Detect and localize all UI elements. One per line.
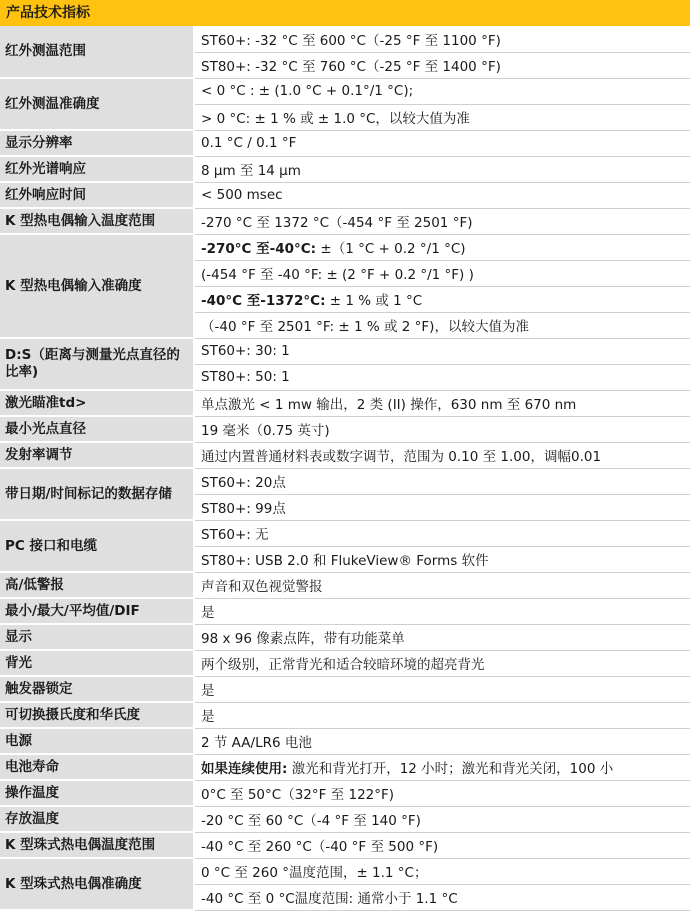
spec-value-text: < 500 msec xyxy=(201,187,283,203)
spec-label: 存放温度 xyxy=(0,806,194,832)
spec-value xyxy=(194,780,690,806)
spec-label: 红外测温准确度 xyxy=(0,78,194,130)
spec-value-text: ST80+: -32 °C 至 760 °C（-25 °F 至 1400 °F) xyxy=(201,59,501,75)
spec-label: 触发器锁定 xyxy=(0,676,194,702)
spec-label: 红外测温范围 xyxy=(0,26,194,78)
spec-value xyxy=(194,78,690,104)
spec-value xyxy=(194,702,690,728)
table-row xyxy=(0,598,690,624)
spec-label: 最小/最大/平均值/DIF xyxy=(0,598,194,624)
table-row xyxy=(0,234,690,260)
table-row xyxy=(0,338,690,364)
spec-value-text: 19 毫米（0.75 英寸) xyxy=(201,423,330,439)
spec-value-text: ST80+: 99点 xyxy=(201,501,286,517)
spec-value-text: 0°C 至 50°C（32°F 至 122°F) xyxy=(201,787,395,803)
spec-value xyxy=(194,676,690,702)
spec-label: 电池寿命 xyxy=(0,754,194,780)
spec-value-text: < 0 °C : ± (1.0 °C + 0.1°/1 °C); xyxy=(201,83,414,99)
spec-label: 带日期/时间标记的数据存储 xyxy=(0,468,194,520)
table-row xyxy=(0,806,690,832)
spec-value xyxy=(194,832,690,858)
table-row xyxy=(0,780,690,806)
spec-value-text: ST60+: 20点 xyxy=(201,475,286,491)
table-row xyxy=(0,130,690,156)
spec-value-text: 通过内置普通材料表或数字调节，范围为 0.10 至 1.00，调幅0.01 xyxy=(201,449,602,465)
spec-value xyxy=(194,442,690,468)
spec-label: K 型珠式热电偶准确度 xyxy=(0,858,194,910)
spec-value xyxy=(194,520,690,546)
spec-label: K 型热电偶输入温度范围 xyxy=(0,208,194,234)
spec-value-emphasis: -270°C 至-40°C: xyxy=(201,241,317,257)
spec-value xyxy=(194,182,690,208)
spec-value xyxy=(194,364,690,390)
table-row xyxy=(0,572,690,598)
spec-value xyxy=(194,546,690,572)
spec-label: 显示 xyxy=(0,624,194,650)
spec-label: 激光瞄准td> xyxy=(0,390,194,416)
spec-value xyxy=(194,234,690,260)
spec-label: 电源 xyxy=(0,728,194,754)
spec-value-text: ST80+: 50: 1 xyxy=(201,369,290,385)
spec-label: 可切换摄氏度和华氏度 xyxy=(0,702,194,728)
spec-value-text: 98 x 96 像素点阵，带有功能菜单 xyxy=(201,631,405,647)
spec-value xyxy=(194,624,690,650)
spec-label: 最小光点直径 xyxy=(0,416,194,442)
spec-value-text: （-40 °F 至 2501 °F: ± 1 % 或 2 °F)，以较大值为准 xyxy=(201,319,529,335)
table-row xyxy=(0,676,690,702)
spec-value-text: > 0 °C: ± 1 % 或 ± 1.0 °C，以较大值为准 xyxy=(201,111,470,127)
spec-value xyxy=(194,650,690,676)
spec-label: 红外光谱响应 xyxy=(0,156,194,182)
spec-value xyxy=(194,494,690,520)
table-row xyxy=(0,442,690,468)
spec-value-text: -40 °C 至 260 °C（-40 °F 至 500 °F) xyxy=(201,839,439,855)
spec-value-text: ST60+: -32 °C 至 600 °C（-25 °F 至 1100 °F) xyxy=(201,32,501,49)
spec-value xyxy=(194,572,690,598)
table-row xyxy=(0,624,690,650)
spec-value-text: ST60+: 30: 1 xyxy=(201,343,290,359)
spec-table xyxy=(0,26,690,911)
spec-value xyxy=(194,312,690,338)
spec-label: K 型热电偶输入准确度 xyxy=(0,234,194,338)
spec-value xyxy=(194,208,690,234)
table-row xyxy=(0,832,690,858)
spec-value-text: 2 节 AA/LR6 电池 xyxy=(201,735,312,751)
spec-value-text: -40 °C 至 0 °C温度范围: 通常小于 1.1 °C xyxy=(201,891,458,907)
table-row xyxy=(0,208,690,234)
table-row xyxy=(0,416,690,442)
table-row xyxy=(0,78,690,104)
spec-label: K 型珠式热电偶温度范围 xyxy=(0,832,194,858)
table-row xyxy=(0,26,690,52)
spec-value-text: 激光和背光打开，12 小时；激光和背光关闭，100 小 xyxy=(287,761,614,777)
table-row xyxy=(0,390,690,416)
spec-label: PC 接口和电缆 xyxy=(0,520,194,572)
spec-value-text: 是 xyxy=(201,709,215,725)
spec-value xyxy=(194,858,690,884)
spec-value xyxy=(194,338,690,364)
spec-label: 背光 xyxy=(0,650,194,676)
table-row xyxy=(0,858,690,884)
table-row xyxy=(0,520,690,546)
spec-value-text: 是 xyxy=(201,683,215,699)
spec-value xyxy=(194,884,690,910)
spec-value-text: -270 °C 至 1372 °C（-454 °F 至 2501 °F) xyxy=(201,215,473,231)
spec-value xyxy=(194,806,690,832)
table-row xyxy=(0,728,690,754)
spec-value xyxy=(194,130,690,156)
spec-label: 高/低警报 xyxy=(0,572,194,598)
spec-label: 操作温度 xyxy=(0,780,194,806)
spec-value-text: 0 °C 至 260 °温度范围，± 1.1 °C； xyxy=(201,865,428,881)
spec-label: 显示分辨率 xyxy=(0,130,194,156)
spec-value xyxy=(194,390,690,416)
spec-value-text: ±（1 °C + 0.2 °/1 °C) xyxy=(316,241,466,257)
spec-value xyxy=(194,416,690,442)
spec-value-text: 两个级别，正常背光和适合较暗环境的超亮背光 xyxy=(201,657,485,673)
table-row xyxy=(0,182,690,208)
table-row xyxy=(0,754,690,780)
spec-value xyxy=(194,598,690,624)
spec-value-emphasis: 如果连续使用: xyxy=(201,761,288,777)
spec-value-text: ST80+: USB 2.0 和 FlukeView® Forms 软件 xyxy=(201,553,489,569)
spec-value-text: (-454 °F 至 -40 °F: ± (2 °F + 0.2 °/1 °F) ) xyxy=(201,267,474,283)
spec-value xyxy=(194,468,690,494)
spec-value xyxy=(194,286,690,312)
spec-label: D:S（距离与测量光点直径的比率) xyxy=(0,338,194,390)
spec-value-text: ± 1 % 或 1 °C xyxy=(325,293,423,309)
spec-value xyxy=(194,104,690,130)
spec-value-text: 单点激光 < 1 mw 输出，2 类 (II) 操作，630 nm 至 670 nm xyxy=(201,397,577,413)
spec-value-text: 声音和双色视觉警报 xyxy=(201,579,323,595)
spec-value-text: 0.1 °C / 0.1 °F xyxy=(201,135,297,151)
spec-value-text: ST60+: 无 xyxy=(201,527,269,543)
spec-value-text: -20 °C 至 60 °C（-4 °F 至 140 °F) xyxy=(201,813,421,829)
spec-value xyxy=(194,26,690,52)
table-row xyxy=(0,468,690,494)
table-header: 产品技术指标 xyxy=(0,0,690,26)
spec-value xyxy=(194,260,690,286)
spec-label: 发射率调节 xyxy=(0,442,194,468)
spec-value-text: 8 μm 至 14 μm xyxy=(201,163,301,179)
spec-value xyxy=(194,156,690,182)
spec-value xyxy=(194,52,690,78)
spec-value xyxy=(194,728,690,754)
table-row xyxy=(0,650,690,676)
spec-label: 红外响应时间 xyxy=(0,182,194,208)
spec-value-emphasis: -40°C 至-1372°C: xyxy=(201,293,326,309)
table-row xyxy=(0,702,690,728)
spec-value xyxy=(194,754,690,780)
table-row xyxy=(0,156,690,182)
spec-value-text: 是 xyxy=(201,605,215,621)
